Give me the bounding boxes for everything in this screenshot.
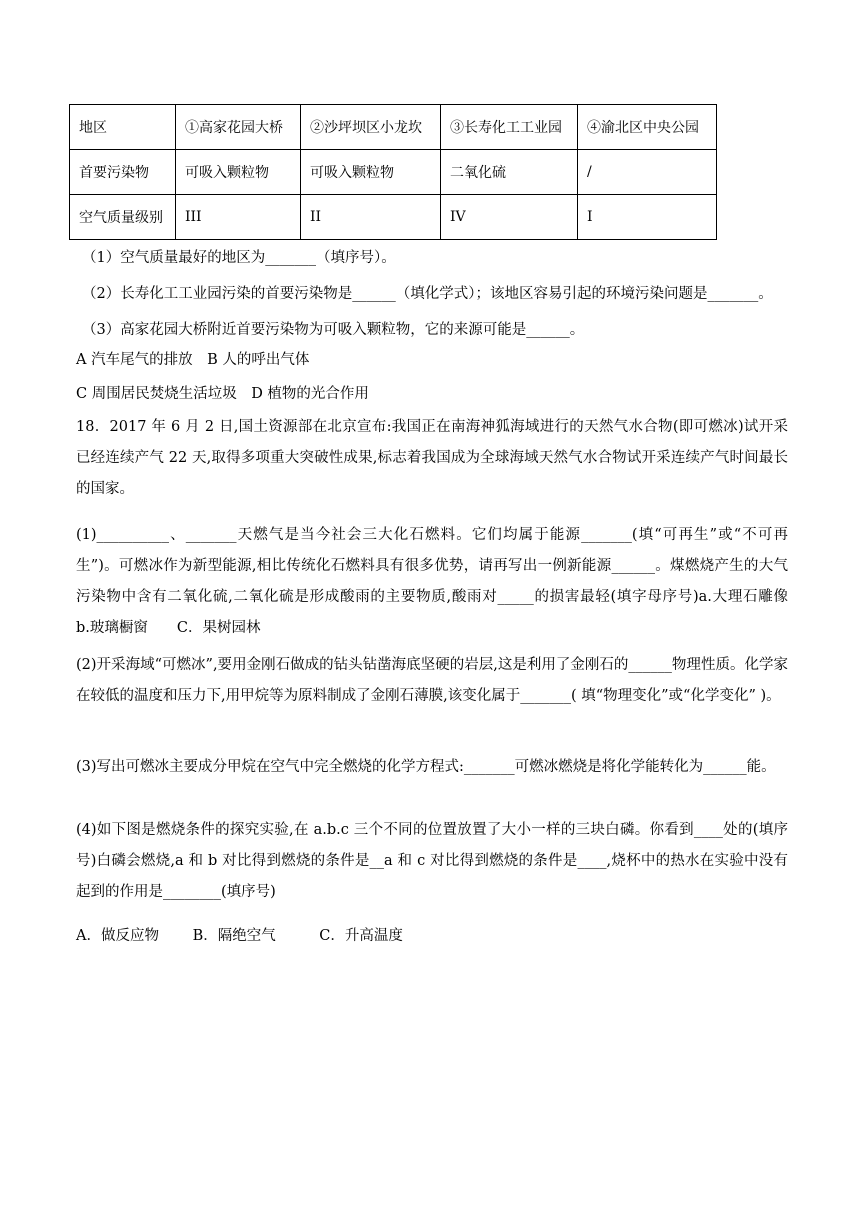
- table-row: [70, 195, 717, 240]
- table-cell: /: [578, 150, 717, 195]
- table-cell: 二氧化硫: [441, 150, 578, 195]
- q18-intro: 18．2017 年 6 月 2 日,国土资源部在北京宣布:我国正在南海神狐海域进行的天然气水合物(即可燃冰)试开采已经连续产气 22 天,取得多项重大突破性成果,标志着我国成为全球海域天然气水合物试开采连续产气时间最长的国家。: [76, 419, 788, 497]
- q18-subquestion-3: (3)写出可燃冰主要成分甲烷在空气中完全燃烧的化学方程式:_______可燃冰燃烧是将化学能转化为______能。: [76, 759, 776, 775]
- q17-options-ab: A 汽车尾气的排放 B 人的呼出气体: [76, 352, 310, 368]
- table-cell: ②沙坪坝区小龙坎: [301, 105, 441, 150]
- table-cell: 地区: [70, 105, 176, 150]
- q17-part1: （1）空气质量最好的地区为_______（填序号）。: [82, 250, 396, 266]
- table-cell: ①高家花园大桥: [176, 105, 301, 150]
- q17-part2: （2）长寿化工工业园污染的首要污染物是______（填化学式）；该地区容易引起的环境污染问题是_______。: [82, 286, 773, 302]
- table-cell: IV: [441, 195, 578, 240]
- q18-subquestion-4: (4)如下图是燃烧条件的探究实验,在 a.b.c 三个不同的位置放置了大小一样的三块白磷。你看到____处的(填序号)白磷会燃烧,a 和 b 对比得到燃烧的条件是__a 和 c 对比得到燃烧的条件是____,烧杯中的热水在实验中没有起到的作用是________(填序号): [76, 822, 788, 900]
- table-cell: 可吸入颗粒物: [176, 150, 301, 195]
- table-cell: I: [578, 195, 717, 240]
- q18-subquestion-2: (2)开采海域“可燃冰”,要用金刚石做成的钻头钻凿海底坚硬的岩层,这是利用了金刚石的______物理性质。化学家在较低的温度和压力下,用甲烷等为原料制成了金刚石薄膜,该变化属于_______( 填“物理变化”或“化学变化” )。: [76, 657, 788, 704]
- air-quality-table: [69, 104, 717, 240]
- table-cell: ③长寿化工工业园: [441, 105, 578, 150]
- table-row: [70, 150, 717, 195]
- table-cell: 可吸入颗粒物: [301, 150, 441, 195]
- q18-subquestion-1: (1)__________、_______天燃气是当今社会三大化石燃料。它们均属于能源_______(填“可再生”或“不可再生”)。可燃冰作为新型能源,相比传统化石燃料具有很多优势，请再写出一例新能源______。煤燃烧产生的大气污染物中含有二氧化硫,二氧化硫是形成酸雨的主要物质,酸雨对_____的损害最轻(填字母序号)a.大理石雕像 b.玻璃橱窗 C．果树园林: [76, 527, 832, 636]
- table-row: [70, 105, 717, 150]
- table-cell: 空气质量级别: [70, 195, 176, 240]
- table-cell: 首要污染物: [70, 150, 176, 195]
- table-cell: II: [301, 195, 441, 240]
- table-cell: III: [176, 195, 301, 240]
- q18-options: A．做反应物 B．隔绝空气 C．升高温度: [76, 928, 403, 944]
- q17-options-cd: C 周围居民焚烧生活垃圾 D 植物的光合作用: [76, 386, 369, 402]
- table-cell: ④渝北区中央公园: [578, 105, 717, 150]
- q17-part3: （3）高家花园大桥附近首要污染物为可吸入颗粒物，它的来源可能是______。: [82, 322, 585, 338]
